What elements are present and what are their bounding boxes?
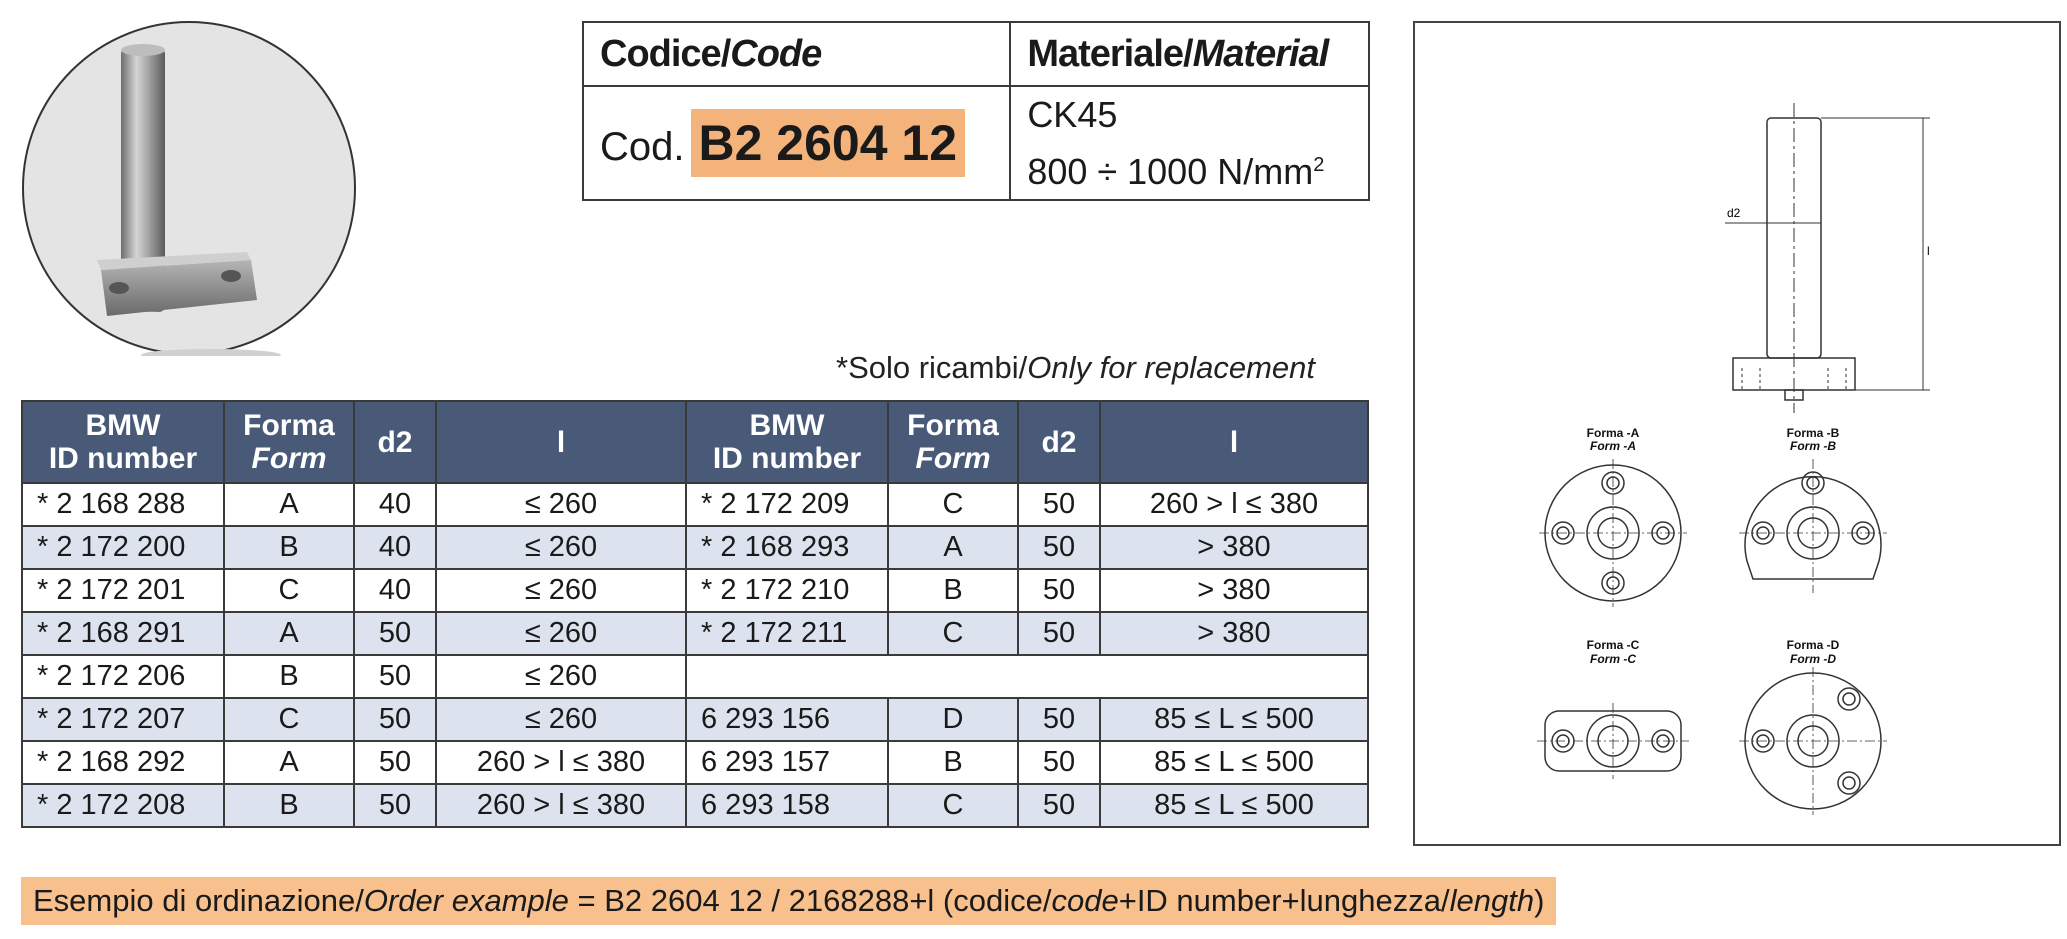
table-row: * 2 172 208 B 50 260 > l ≤ 380 6 293 158 C 50 85 ≤ L ≤ 500	[22, 784, 1368, 827]
code-header: Codice/Code	[583, 22, 1010, 86]
table-row: * 2 168 291 A 50 ≤ 260 * 2 172 211 C 50 > 380	[22, 612, 1368, 655]
col-d2-2: d2	[1018, 401, 1100, 483]
col-forma: Forma Form	[224, 401, 354, 483]
product-photo	[21, 20, 357, 356]
col-l: l	[436, 401, 686, 483]
form-c-view	[1537, 703, 1689, 779]
form-d-label: Forma -D	[1786, 638, 1840, 652]
table-row: * 2 172 207 C 50 ≤ 260 6 293 156 D 50 85 ≤ L ≤ 500	[22, 698, 1368, 741]
technical-drawing	[1413, 21, 2061, 846]
dim-d2-label: d2	[1727, 206, 1741, 220]
form-c-label: Forma -C	[1586, 638, 1640, 652]
dim-l-label: l	[1927, 244, 1930, 258]
empty-cell	[686, 655, 1368, 698]
svg-text:Form -A: Form -A	[1590, 439, 1636, 453]
form-a-label: Forma -A	[1586, 426, 1640, 440]
form-b-label: Forma -B	[1786, 426, 1840, 440]
code-value-highlight: B2 2604 12	[691, 109, 966, 177]
order-example: Esempio di ordinazione/Order example = B2 2604 12 / 2168288+l (codice/code+ID number+lunghezza/length)	[21, 877, 1556, 925]
col-forma-2: Forma Form	[888, 401, 1018, 483]
svg-text:Form -C: Form -C	[1590, 652, 1636, 666]
table-row: * 2 172 201 C 40 ≤ 260 * 2 172 210 B 50 > 380	[22, 569, 1368, 612]
table-row: * 2 168 288 A 40 ≤ 260 * 2 172 209 C 50 260 > l ≤ 380	[22, 483, 1368, 526]
code-material-table	[582, 21, 1370, 201]
form-a-view	[1539, 459, 1687, 607]
svg-text:Form -D: Form -D	[1790, 652, 1836, 666]
material-cell: CK45 800 ÷ 1000 $N/mm^2$	[1010, 86, 1369, 200]
col-l-2: l	[1100, 401, 1368, 483]
code-cell: Cod. B2 2604 12	[583, 86, 1010, 200]
table-row: * 2 172 206 B 50 ≤ 260	[22, 655, 1368, 698]
table-row: * 2 168 292 A 50 260 > l ≤ 380 6 293 157 B 50 85 ≤ L ≤ 500	[22, 741, 1368, 784]
form-b-view	[1739, 459, 1887, 593]
table-row: * 2 172 200 B 40 ≤ 260 * 2 168 293 A 50 > 380	[22, 526, 1368, 569]
col-bmw-id: BMW ID number	[22, 401, 224, 483]
bmw-id-table	[21, 400, 1369, 828]
form-d-view	[1739, 667, 1887, 815]
svg-text:Form -B: Form -B	[1790, 439, 1836, 453]
col-d2: d2	[354, 401, 436, 483]
replacement-note: *Solo ricambi/Only for replacement	[836, 350, 1315, 385]
col-bmw-id-2: BMW ID number	[686, 401, 888, 483]
material-header: Materiale/Material	[1010, 22, 1369, 86]
